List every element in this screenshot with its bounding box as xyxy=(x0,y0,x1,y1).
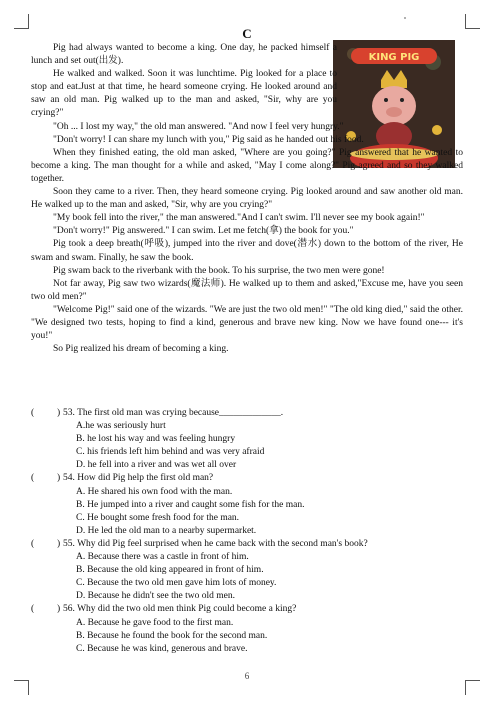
option-d: D. Because he didn't see the two old men. xyxy=(76,591,235,602)
option-c: C. his friends left him behind and was very afraid xyxy=(76,447,265,458)
answer-paren-close: ) xyxy=(57,604,61,615)
paragraph: "Oh ... I lost my way," the old man answered. "And now I feel very hungry." xyxy=(53,121,344,132)
question-53 xyxy=(31,407,463,472)
answer-paren-open[interactable]: ( xyxy=(31,604,35,615)
answer-paren-close: ) xyxy=(57,538,61,549)
question-list xyxy=(31,407,463,656)
paragraph: "My book fell into the river," the man answered."And I can't swim. I'll never see my book again!" xyxy=(53,213,425,224)
option-c: C. Because he was kind, generous and brave. xyxy=(76,643,248,654)
option-d: D. He led the old man to a nearby supermarket. xyxy=(76,525,257,536)
page-number: 6 xyxy=(244,671,250,681)
answer-paren-open[interactable]: ( xyxy=(31,538,35,549)
question-54 xyxy=(31,472,463,537)
stray-mark xyxy=(404,17,406,19)
paragraph: "Welcome Pig!" said one of the wizards. "We are just the two old men!" "The old king died," said the other. "We designed two tests, hoping to find a kind, generous and brave new king. Now we have found one--- it's you!" xyxy=(31,304,463,342)
option-c: C. Because the two old men gave him lots of money. xyxy=(76,578,277,589)
option-a: A. Because he gave food to the first man. xyxy=(76,617,234,628)
option-b: B. he lost his way and was feeling hungry xyxy=(76,434,236,445)
paragraph: So Pig realized his dream of becoming a king. xyxy=(53,344,229,355)
crop-mark-bottom-right xyxy=(465,680,480,695)
question-stem: 53. The first old man was crying because_____________. xyxy=(63,408,284,418)
option-a: A.he was seriously hurt xyxy=(76,421,166,432)
paragraph: When they finished eating, the old man asked, "Where are you going?" Pig answered that he wanted to become a king. The man thought for a while and asked, "May I come along?" Pig agreed and so they walked together. xyxy=(31,147,463,184)
answer-paren-open[interactable]: ( xyxy=(31,408,35,418)
question-stem: 55. Why did Pig feel surprised when he came back with the second man's book? xyxy=(63,538,368,549)
paragraph: Soon they came to a river. Then, they heard someone crying. Pig looked around and saw another old man. He walked up to the man and asked, "Sir, why are you crying?" xyxy=(31,187,463,211)
answer-paren-open[interactable]: ( xyxy=(31,473,35,484)
option-b: B. Because the old king appeared in front of him. xyxy=(76,565,264,576)
paragraph: "Don't worry!" Pig answered." I can swim. Let me fetch(拿) the book for you." xyxy=(53,226,354,237)
sign-text: KING PIG xyxy=(368,52,420,63)
question-stem: 54. How did Pig help the first old man? xyxy=(63,473,214,484)
paragraph: Pig took a deep breath(呼吸), jumped into the river and dove(潜水) down to the bottom of the river, He swam and swam. Finally, he saw the book. xyxy=(31,239,463,263)
option-b: B. Because he found the book for the second man. xyxy=(76,630,268,641)
question-55 xyxy=(31,538,463,603)
paragraph: "Don't worry! I can share my lunch with you," Pig said as he handed out his food. xyxy=(53,134,364,145)
answer-paren-close: ) xyxy=(57,408,61,418)
option-d: D. he fell into a river and was wet all over xyxy=(76,460,237,471)
section-title: C xyxy=(242,26,252,41)
option-a: A. Because there was a castle in front of him. xyxy=(76,552,249,563)
answer-paren-close: ) xyxy=(57,473,61,484)
paragraph: He walked and walked. Soon it was lunchtime. Pig looked for a place to stop and eat.Just at that time, he heard someone crying. He looked around and saw an old man. Pig walked up to the man and asked, "Sir, why are you crying?" xyxy=(31,69,337,119)
option-b: B. He jumped into a river and caught some fish for the man. xyxy=(76,499,305,510)
option-c: C. He bought some fresh food for the man. xyxy=(76,512,240,523)
question-stem: 56. Why did the two old men think Pig could become a king? xyxy=(63,604,297,615)
crop-mark-bottom-left xyxy=(14,680,29,695)
option-a: A. He shared his own food with the man. xyxy=(76,486,233,497)
paragraph: Not far away, Pig saw two wizards(魔法师). He walked up to them and asked,"Excuse me, have you seen two old men?" xyxy=(31,278,463,302)
paragraph: Pig had always wanted to become a king. One day, he packed himself a lunch and set out(出发). xyxy=(31,43,337,67)
reading-passage xyxy=(31,42,463,356)
paragraph: Pig swam back to the riverbank with the book. To his surprise, the two men were gone! xyxy=(53,265,385,276)
question-56 xyxy=(31,603,463,655)
